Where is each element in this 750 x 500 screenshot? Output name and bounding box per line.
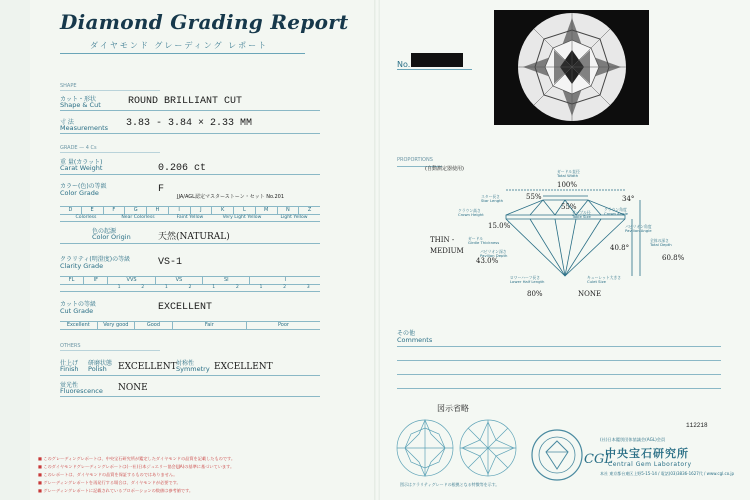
clarity-label-en: Clarity Grade xyxy=(60,262,104,270)
lab-seal-icon xyxy=(530,428,584,482)
report-number-underline xyxy=(397,69,472,70)
total-width-value: 100% xyxy=(557,181,578,189)
carat-label-jp: 重 量(カラット) xyxy=(60,159,103,166)
finish-label-jp: 仕上げ xyxy=(60,360,79,367)
clarity-scale-item: VVS xyxy=(108,277,155,284)
measurements-value: 3.83 - 3.84 × 2.33 MM xyxy=(126,118,253,129)
proportions-note: (自動測定器使用) xyxy=(425,166,464,172)
cut-scale-item: Fair xyxy=(173,322,247,329)
color-scale-letter: K xyxy=(212,207,234,214)
others-section-rule xyxy=(60,350,160,351)
grade-section-rule xyxy=(60,152,160,153)
footnote: ■ このレポートは、ダイヤモンドの品質を保証するものではありません。 xyxy=(38,472,178,477)
shape-cut-label-jp: カット・形状 xyxy=(60,96,96,103)
svg-text:CGL: CGL xyxy=(584,452,613,467)
title-underline xyxy=(60,53,305,54)
star-length-label: スター長さ Star Length xyxy=(481,194,504,204)
finish-label-en: Finish xyxy=(60,365,79,373)
color-value: F xyxy=(158,184,165,195)
color-scale-letter: E xyxy=(82,207,104,214)
symmetry-label-jp: 対称性 xyxy=(176,360,195,367)
measurements-label-jp: 寸 法 xyxy=(60,119,74,126)
shape-cut-value: ROUND BRILLIANT CUT xyxy=(128,96,243,107)
crown-plot-icon xyxy=(395,418,455,478)
cut-label-jp: カットの等級 xyxy=(60,301,96,308)
pavilion-depth-label: パビリオン深さ Pavilion Depth xyxy=(480,249,508,259)
clarity-scale-sub xyxy=(84,284,108,291)
rule xyxy=(60,174,320,175)
fluorescence-label-en: Fluorescence xyxy=(60,387,103,395)
comment-line xyxy=(397,374,721,375)
clarity-scale-sub xyxy=(60,284,84,291)
color-origin-label-jp: 色の起源 xyxy=(92,228,117,235)
clarity-scale-sub: 2 xyxy=(283,285,287,290)
left-page xyxy=(30,0,375,500)
color-scale-word: Faint Yellow xyxy=(176,215,204,220)
color-scale-letter: M xyxy=(256,207,278,214)
clarity-label-jp: クラリティ(明澄度)の等級 xyxy=(60,256,131,263)
rule xyxy=(60,396,320,397)
org-address: 本社 東京都台東区上野5-15-14 / 電話(03)3836-1627代 / www.cgl.co.jp xyxy=(600,471,735,476)
crown-angle-value: 34° xyxy=(622,195,635,203)
measurements-label-en: Measurements xyxy=(60,124,109,132)
cut-scale-item: Poor xyxy=(277,322,289,328)
pavilion-angle-value: 40.8° xyxy=(610,244,630,252)
total-width-label: ガードル直径 Total Width xyxy=(557,169,580,179)
comments-label-jp: その他 xyxy=(397,330,416,337)
comment-line xyxy=(397,360,721,361)
girdle-value: THIN - MEDIUM xyxy=(430,236,464,255)
symmetry-label-en: Symmetry xyxy=(176,365,210,373)
shape-section-label: SHAPE xyxy=(60,83,77,89)
clarity-scale-sub: 1 xyxy=(212,285,216,290)
crown-angle-label: クラウン角度 Crown Angle xyxy=(604,207,628,217)
color-origin-label-en: Color Origin xyxy=(92,233,131,241)
total-depth-value: 60.8% xyxy=(662,254,685,262)
color-scale-letter: G xyxy=(125,207,147,214)
color-scale-letter: H xyxy=(147,207,169,214)
crown-height-label: クラウン高さ Crown Height xyxy=(458,208,484,218)
color-scale-letter: F xyxy=(104,207,126,214)
color-origin-value: 天然(NATURAL) xyxy=(158,232,230,242)
color-label-en: Color Grade xyxy=(60,189,99,197)
cut-value: EXCELLENT xyxy=(158,302,213,313)
report-subtitle: ダイヤモンド グレーディング レポート xyxy=(90,41,269,50)
grade-section-label: GRADE — 4 Cs xyxy=(60,145,97,151)
master-stone-note: JJA/AGL認定マスターストーン・セット No.201 xyxy=(177,194,285,200)
color-label-jp: カラー(色)の等級 xyxy=(60,183,107,190)
star-length-value: 55% xyxy=(526,193,542,201)
clarity-scale-item: SI xyxy=(203,277,250,284)
clarity-scale-item: FL xyxy=(60,277,84,284)
shape-section-rule xyxy=(60,90,160,91)
cut-scale-item: Very good xyxy=(98,322,136,329)
comment-line xyxy=(397,346,721,347)
lower-half-label: ロワーハーフ長さ Lower Half Length xyxy=(510,275,545,285)
clarity-scale-item: VS xyxy=(156,277,203,284)
diamond-photo-icon xyxy=(494,10,649,125)
polish-label-en: Polish xyxy=(88,365,107,373)
color-scale-letter: I xyxy=(169,207,191,214)
report-number-label: No. xyxy=(397,60,411,69)
clarity-scale-item: IF xyxy=(84,277,108,284)
fluorescence-value: NONE xyxy=(118,383,148,393)
pavilion-depth-value: 43.0% xyxy=(476,257,499,265)
fluorescence-label-jp: 蛍光性 xyxy=(60,382,79,389)
clarity-scale-item: I xyxy=(284,277,286,283)
rule xyxy=(60,243,320,244)
carat-label-en: Carat Weight xyxy=(60,164,103,172)
footnote: ■ グレーディングレポートに記載されているプロポーションの数値は参考値です。 xyxy=(38,488,194,493)
comments-label-en: Comments xyxy=(397,336,433,344)
footnote: ■ グレーディングレポートを再発行する場合は、ダイヤモンドが必要です。 xyxy=(38,480,181,485)
clarity-scale-sub: 3 xyxy=(306,285,310,290)
clarity-scale-sub: 1 xyxy=(164,285,168,290)
serial-number: 112218 xyxy=(686,422,708,429)
culet-label: キューレット大きさ Culet Size xyxy=(587,275,622,285)
report-title: Diamond Grading Report xyxy=(60,10,349,34)
girdle-label: ガードル Girdle Thickness xyxy=(468,236,500,246)
plot-omitted-label: 図示省略 xyxy=(437,404,469,413)
diamond-photo xyxy=(494,10,649,125)
table-size-value: 55% xyxy=(561,203,577,211)
org-name-en: Central Gem Laboratory xyxy=(608,461,692,468)
color-scale-word: Very Light Yellow xyxy=(222,215,262,220)
polish-label-jp: 研磨状態 xyxy=(88,360,113,367)
plot-note: 図示はクラリティグレードの根拠となる特徴等を示す。 xyxy=(400,482,500,487)
color-scale-letter: N xyxy=(278,207,300,214)
proportions-label: PROPORTIONS xyxy=(397,157,433,163)
comment-line xyxy=(397,388,721,389)
carat-value: 0.206 ct xyxy=(158,163,207,174)
rule xyxy=(60,133,320,134)
org-membership: (社)日本鑑別団体協議会(AGL)会員 xyxy=(600,437,666,442)
clarity-scale-sub: 1 xyxy=(259,285,263,290)
lower-half-value: 80% xyxy=(527,290,543,298)
clarity-scale-sub: 2 xyxy=(235,285,239,290)
total-depth-label: 全体の深さ Total Depth xyxy=(650,238,672,248)
pavilion-angle-label: パビリオン角度 Pavilion Angle xyxy=(625,224,652,234)
pavilion-plot-icon xyxy=(458,418,518,478)
footnote: ■ このグレーディングレポートは、中央宝石研究所が鑑定したダイヤモンドの品質を記載したものです。 xyxy=(38,456,236,461)
polish-value: EXCELLENT xyxy=(118,362,177,372)
color-scale-word: Light Yellow xyxy=(280,215,308,220)
color-scale-words xyxy=(60,214,320,222)
clarity-value: VS-1 xyxy=(158,257,183,268)
cgl-logo-icon xyxy=(584,446,613,468)
symmetry-value: EXCELLENT xyxy=(214,362,273,372)
rule xyxy=(60,375,320,376)
crown-height-value: 15.0% xyxy=(488,222,511,230)
cut-scale xyxy=(60,321,320,330)
color-scale-letter: J xyxy=(191,207,213,214)
color-scale-letter: Z xyxy=(307,207,312,213)
shape-cut-label-en: Shape & Cut xyxy=(60,101,101,109)
cut-label-en: Cut Grade xyxy=(60,307,94,315)
culet-value: NONE xyxy=(578,290,602,298)
org-name-jp: 中央宝石研究所 xyxy=(605,447,689,460)
clarity-scale-sub: 1 xyxy=(117,285,121,290)
report-number-redacted xyxy=(411,53,463,67)
color-scale-letter: L xyxy=(234,207,256,214)
color-scale-word: Colorless xyxy=(75,215,97,220)
rule xyxy=(60,110,320,111)
color-scale-word: Near Colorless xyxy=(121,215,155,220)
others-section-label: OTHERS xyxy=(60,343,81,349)
footnote: ■ このダイヤモンドグレーディングレポートは(一社)日本ジュエリー協会(JJA)の基準に基づいています。 xyxy=(38,464,235,469)
cut-scale-item: Excellent xyxy=(60,322,98,329)
clarity-scale-sub: 2 xyxy=(141,285,145,290)
clarity-scale-sub: 2 xyxy=(188,285,192,290)
color-scale-letter: D xyxy=(60,207,82,214)
cut-scale-item: Good xyxy=(135,322,173,329)
clarity-scale-bottom xyxy=(60,284,320,292)
table-size-label: テーブル径 Table Size xyxy=(572,210,591,220)
